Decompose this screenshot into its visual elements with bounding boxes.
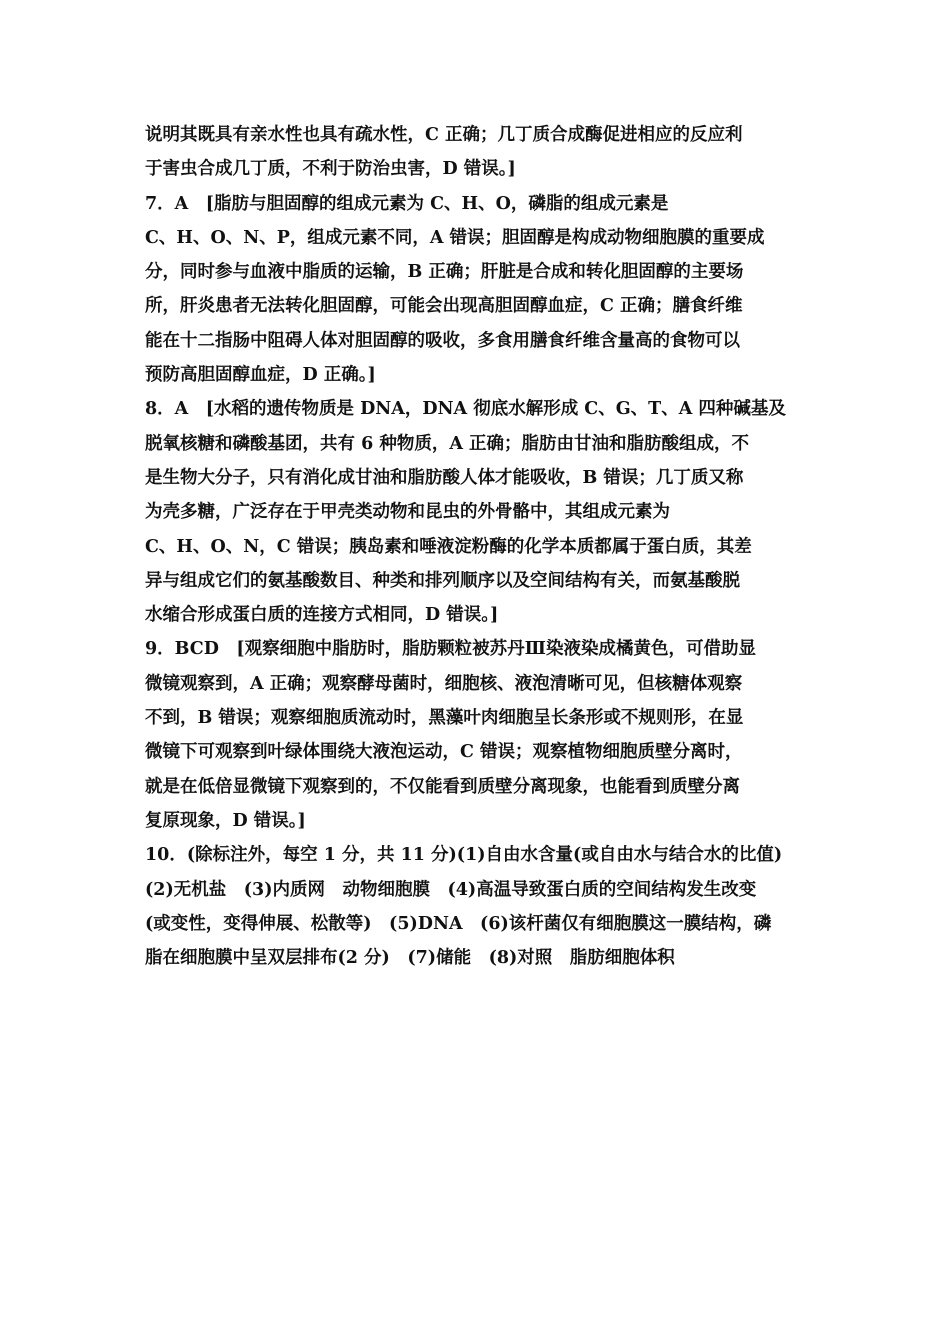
answer-8 <box>145 392 807 632</box>
text-line: 脂在细胞膜中呈双层排布(2 分) (7)储能 (8)对照 脂肪细胞体积 <box>145 948 675 969</box>
text-line: 9．BCD [观察细胞中脂肪时，脂肪颗粒被苏丹Ⅲ染液染成橘黄色，可借助显 <box>145 639 756 660</box>
text-line: 是生物大分子，只有消化成甘油和脂肪酸人体才能吸收，B 错误；几丁质又称 <box>145 467 744 488</box>
text-line: 异与组成它们的氨基酸数目、种类和排列顺序以及空间结构有关，而氨基酸脱 <box>145 570 740 591</box>
text-line: 复原现象，D 错误。] <box>145 810 306 831</box>
text-line: (2)无机盐 (3)内质网 动物细胞膜 (4)高温导致蛋白质的空间结构发生改变 <box>145 879 757 900</box>
text-line: 微镜下可观察到叶绿体围绕大液泡运动，C 错误；观察植物细胞质壁分离时， <box>145 742 743 763</box>
text-line: 说明其既具有亲水性也具有疏水性，C 正确；几丁质合成酶促进相应的反应利 <box>145 125 743 145</box>
answer-9 <box>145 632 807 838</box>
text-line: 8．A [水稻的遗传物质是 DNA，DNA 彻底水解形成 C、G、T、A 四种碱基及 <box>145 399 786 420</box>
text-line: 微镜观察到，A 正确；观察酵母菌时，细胞核、液泡清晰可见，但核糖体观察 <box>145 673 743 694</box>
text-line: C、H、O、N、P，组成元素不同，A 错误；胆固醇是构成动物细胞膜的重要成 <box>145 227 765 248</box>
text-line: 就是在低倍显微镜下观察到的，不仅能看到质壁分离现象，也能看到质壁分离 <box>145 776 740 797</box>
answer-10 <box>145 838 807 975</box>
text-line: 预防高胆固醇血症，D 正确。] <box>145 365 376 386</box>
text-line: (或变性，变得伸展、松散等) (5)DNA (6)该杆菌仅有细胞膜这一膜结构，磷 <box>145 913 772 934</box>
text-line: 分，同时参与血液中脂质的运输，B 正确；肝脏是合成和转化胆固醇的主要场 <box>145 262 744 283</box>
text-line: 脱氧核糖和磷酸基团，共有 6 种物质，A 正确；脂肪由甘油和脂肪酸组成，不 <box>145 433 750 454</box>
text-line: 10．(除标注外，每空 1 分，共 11 分)(1)自由水含量(或自由水与结合水的比值) <box>145 845 783 866</box>
paragraph-6-continuation <box>145 118 807 187</box>
text-line: 水缩合形成蛋白质的连接方式相同，D 错误。] <box>145 605 499 626</box>
text-line: C、H、O、N，C 错误；胰岛素和唾液淀粉酶的化学本质都属于蛋白质，其差 <box>145 536 752 557</box>
document-page <box>145 118 807 975</box>
text-line: 为壳多糖，广泛存在于甲壳类动物和昆虫的外骨骼中，其组成元素为 <box>145 502 670 523</box>
answer-7 <box>145 187 807 393</box>
text-line: 能在十二指肠中阻碍人体对胆固醇的吸收，多食用膳食纤维含量高的食物可以 <box>145 330 740 351</box>
text-line: 于害虫合成几丁质，不利于防治虫害，D 错误。] <box>145 159 516 180</box>
text-line: 所，肝炎患者无法转化胆固醇，可能会出现高胆固醇血症，C 正确；膳食纤维 <box>145 296 743 317</box>
text-line: 7．A [脂肪与胆固醇的组成元素为 C、H、O，磷脂的组成元素是 <box>145 193 669 214</box>
text-line: 不到，B 错误；观察细胞质流动时，黑藻叶肉细胞呈长条形或不规则形，在显 <box>145 708 744 729</box>
